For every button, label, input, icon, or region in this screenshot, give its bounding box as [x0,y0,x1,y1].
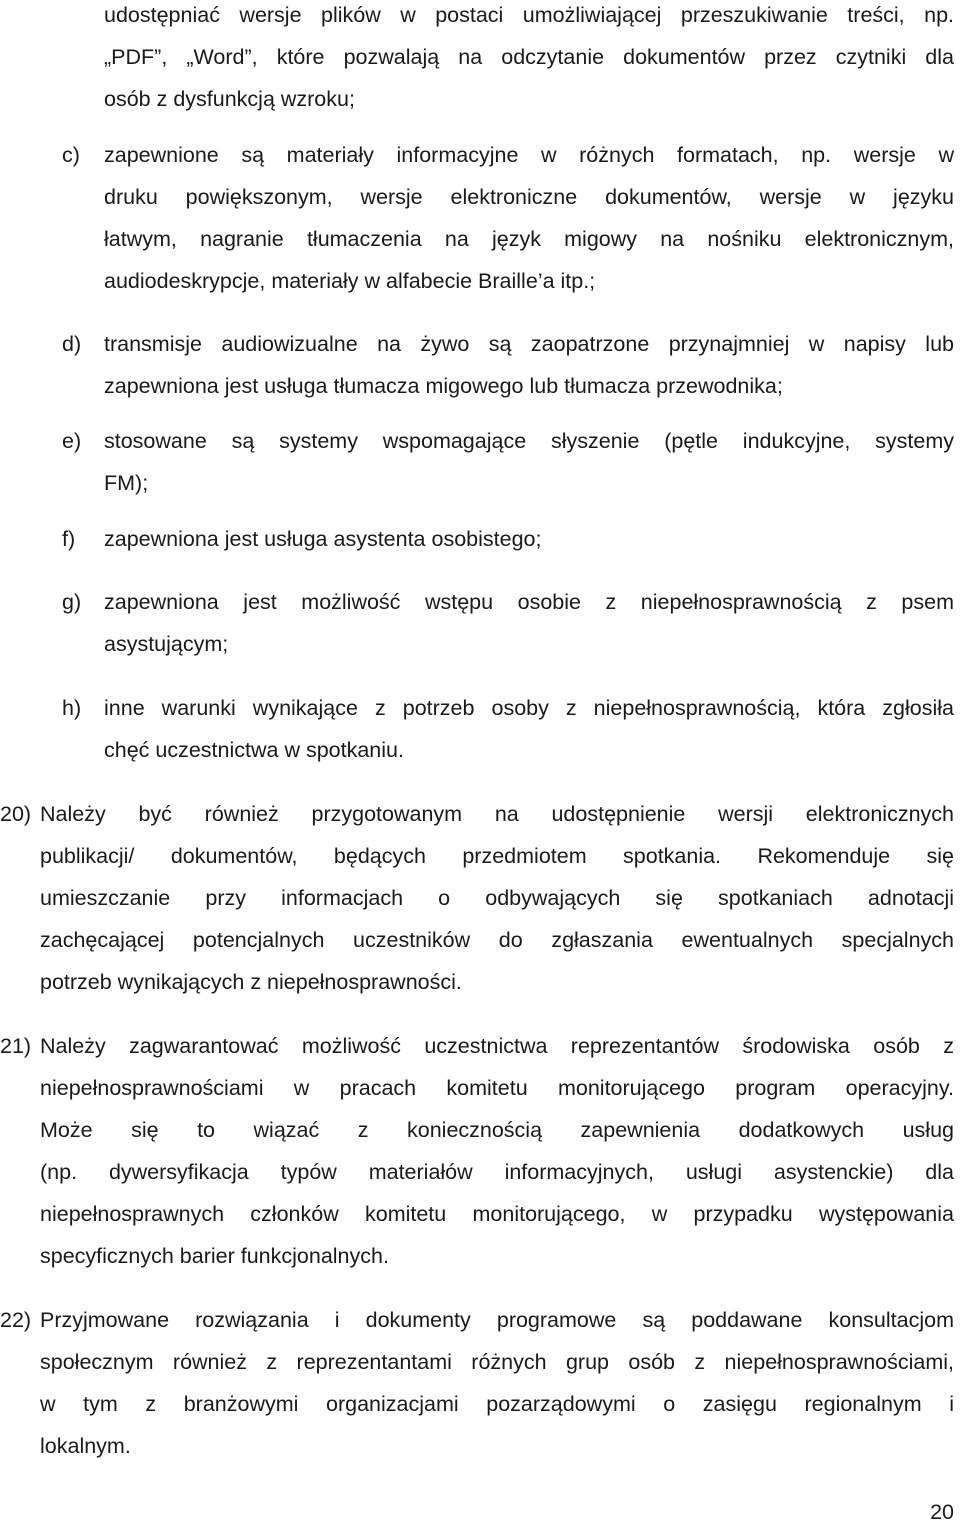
numbered-item-line: potrzeb wynikających z niepełnosprawności. [40,970,462,994]
list-item-line: zapewniona jest usługa tłumacza migowego lub tłumacza przewodnika; [104,374,783,398]
numbered-item-line: specyficznych barier funkcjonalnych. [40,1244,389,1268]
numbered-item-line: społecznym również z reprezentantami różnych grup osób z niepełnosprawnościami, [40,1350,954,1374]
numbered-item-label: 20) [0,802,32,826]
numbered-item-label: 22) [0,1308,32,1332]
list-item-line: audiodeskrypcje, materiały w alfabecie Braille’a itp.; [104,269,596,293]
list-item-label: f) [62,527,76,551]
numbered-item-line: (np. dywersyfikacja typów materiałów informacyjnych, usługi asystenckie) dla [40,1160,954,1184]
list-item-line: druku powiększonym, wersje elektroniczne dokumentów, wersje w języku [104,185,954,209]
list-item-label: h) [62,696,82,720]
numbered-item-line: publikacji/ dokumentów, będących przedmiotem spotkania. Rekomenduje się [40,844,954,868]
numbered-item-line: Może się to wiązać z koniecznością zapewnienia dodatkowych usług [40,1118,954,1142]
list-item-line: transmisje audiowizualne na żywo są zaopatrzone przynajmniej w napisy lub [104,332,954,356]
numbered-item-line: w tym z branżowymi organizacjami pozarządowymi o zasięgu regionalnym i [40,1392,954,1416]
intro-line: udostępniać wersje plików w postaci umożliwiającej przeszukiwanie treści, np. [104,3,954,27]
list-item-line: FM); [104,471,149,495]
numbered-item-line: Należy być również przygotowanym na udostępnienie wersji elektronicznych [40,802,954,826]
numbered-item-line: niepełnosprawnych członków komitetu monitorującego, w przypadku występowania [40,1202,954,1226]
numbered-item-label: 21) [0,1034,32,1058]
list-item-line: zapewnione są materiały informacyjne w różnych formatach, np. wersje w [104,143,954,167]
list-item-line: zapewniona jest usługa asystenta osobistego; [104,527,542,551]
numbered-item-line: niepełnosprawnościami w pracach komitetu monitorującego program operacyjny. [40,1076,954,1100]
list-item-line: chęć uczestnictwa w spotkaniu. [104,738,404,762]
list-item-line: łatwym, nagranie tłumaczenia na język migowy na nośniku elektronicznym, [104,227,954,251]
list-item-label: d) [62,332,82,356]
numbered-item-line: lokalnym. [40,1434,131,1458]
intro-line: „PDF”, „Word”, które pozwalają na odczytanie dokumentów przez czytniki dla [104,45,954,69]
list-item-line: zapewniona jest możliwość wstępu osobie z niepełnosprawnością z psem [104,590,954,614]
list-item-label: e) [62,429,82,453]
numbered-item-line: Należy zagwarantować możliwość uczestnictwa reprezentantów środowiska osób z [40,1034,954,1058]
list-item-line: asystującym; [104,632,229,656]
numbered-item-line: zachęcającej potencjalnych uczestników do zgłaszania ewentualnych specjalnych [40,928,954,952]
page-number: 20 [930,1500,954,1524]
list-item-label: c) [62,143,80,167]
intro-line: osób z dysfunkcją wzroku; [104,87,355,111]
list-item-line: inne warunki wynikające z potrzeb osoby z niepełnosprawnością, która zgłosiła [104,696,954,720]
numbered-item-line: Przyjmowane rozwiązania i dokumenty programowe są poddawane konsultacjom [40,1308,954,1332]
list-item-line: stosowane są systemy wspomagające słyszenie (pętle indukcyjne, systemy [104,429,954,453]
numbered-item-line: umieszczanie przy informacjach o odbywających się spotkaniach adnotacji [40,886,954,910]
list-item-label: g) [62,590,82,614]
